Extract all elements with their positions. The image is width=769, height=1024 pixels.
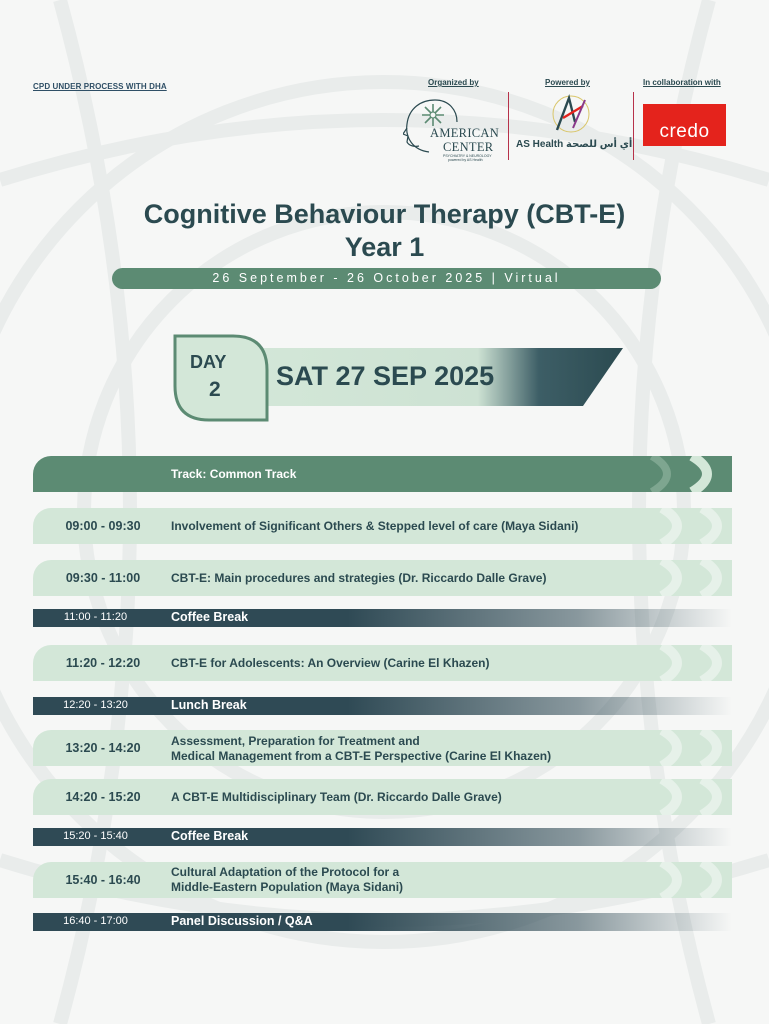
organizer-subtitle: PSYCHIATRY & NEUROLOGY: [443, 154, 492, 158]
day-label: DAY: [190, 352, 227, 372]
break-time: 15:20 - 15:40: [63, 830, 128, 842]
row-decoration: [612, 730, 732, 766]
organizer-name-line2: CENTER: [443, 140, 494, 154]
break-row: [33, 828, 732, 846]
session-title-line1: Cultural Adaptation of the Protocol for a: [171, 865, 400, 879]
track-decoration: [592, 456, 732, 492]
row-decoration: [612, 779, 732, 815]
session-title: CBT-E for Adolescents: An Overview (Carine El Khazen): [171, 656, 490, 670]
track-title: Track: Common Track: [171, 467, 297, 481]
session-row: [33, 862, 732, 898]
organizer-powered: powered by AS Health: [448, 158, 483, 162]
break-time: 16:40 - 17:00: [63, 915, 128, 927]
row-decoration: [612, 862, 732, 898]
session-row: [33, 560, 732, 596]
event-subtitle: Year 1: [344, 232, 425, 262]
break-row: [33, 697, 732, 715]
session-title: A CBT-E Multidisciplinary Team (Dr. Riccardo Dalle Grave): [171, 790, 502, 804]
session-time: 14:20 - 15:20: [65, 790, 141, 804]
as-health-icon: [549, 92, 593, 136]
event-title: Cognitive Behaviour Therapy (CBT-E): [143, 199, 626, 229]
break-time: 11:00 - 11:20: [63, 611, 128, 623]
break-title: Coffee Break: [171, 610, 249, 624]
session-row: [33, 508, 732, 544]
day-number: 2: [209, 378, 221, 401]
session-title: CBT-E: Main procedures and strategies (Dr. Riccardo Dalle Grave): [171, 571, 547, 585]
organizer-name-line1: AMERICAN: [430, 126, 500, 140]
credo-logo: credo: [643, 104, 726, 146]
session-row: [33, 645, 732, 681]
row-decoration: [612, 645, 732, 681]
break-title: Panel Discussion / Q&A: [171, 914, 313, 928]
session-row: [33, 730, 732, 766]
day-date: SAT 27 SEP 2025: [276, 361, 495, 391]
event-dates-banner: 26 September - 26 October 2025 | Virtual: [112, 268, 661, 289]
break-row: [33, 913, 732, 931]
track-header: [33, 456, 732, 492]
powered-by-caption: Powered by: [545, 78, 590, 87]
session-time: 13:20 - 14:20: [65, 741, 141, 755]
session-time: 15:40 - 16:40: [65, 873, 141, 887]
session-time: 09:00 - 09:30: [65, 519, 141, 533]
row-decoration: [612, 560, 732, 596]
session-time: 11:20 - 12:20: [65, 656, 141, 670]
logo-separator: [633, 92, 634, 160]
break-title: Lunch Break: [171, 698, 247, 712]
break-time: 12:20 - 13:20: [63, 699, 128, 711]
as-health-wordmark: AS Health أي أس للصحة: [516, 139, 633, 150]
session-time: 09:30 - 11:00: [65, 571, 141, 585]
row-decoration: [612, 508, 732, 544]
session-title-line2: Middle-Eastern Population (Maya Sidani): [171, 880, 404, 894]
collaboration-caption: In collaboration with: [643, 78, 721, 87]
cpd-notice: CPD UNDER PROCESS WITH DHA: [33, 82, 167, 91]
break-row: [33, 609, 732, 627]
session-title-line2: Medical Management from a CBT-E Perspective (Carine El Khazen): [171, 749, 552, 763]
session-title: Involvement of Significant Others & Stepped level of care (Maya Sidani): [171, 519, 579, 533]
organized-by-caption: Organized by: [428, 78, 479, 87]
logo-separator: [508, 92, 509, 160]
session-title-line1: Assessment, Preparation for Treatment and: [171, 734, 420, 748]
break-title: Coffee Break: [171, 829, 249, 843]
session-row: [33, 779, 732, 815]
